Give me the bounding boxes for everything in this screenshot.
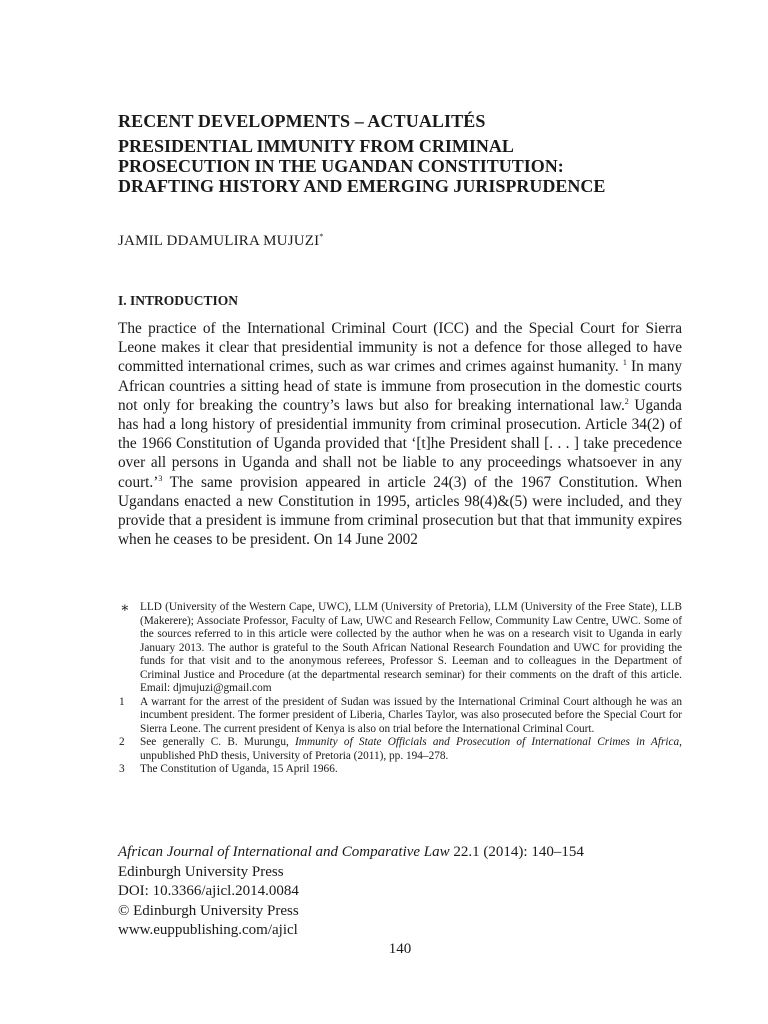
title-line: DRAFTING HISTORY AND EMERGING JURISPRUDENCE xyxy=(118,176,606,196)
footnote-text: The Constitution of Uganda, 15 April 1966. xyxy=(140,763,338,775)
journal-info xyxy=(118,843,682,941)
paragraph-text: The practice of the International Criminal Court (ICC) and the Special Court for Sierra Leone makes it clear that presidential immunity is not a defence for those alleged to have committed international crimes, such as war crimes and crimes against humanity. xyxy=(118,320,682,376)
footnote-text: A warrant for the arrest of the president of Sudan was issued by the International Criminal Court although he was an incumbent president. The former president of Liberia, Charles Taylor, was also prosecuted before the Special Court for Sierra Leone. The current president of Kenya is also on trial before the International Criminal Court. xyxy=(140,695,682,735)
footnote-1 xyxy=(118,696,682,737)
journal-citation xyxy=(118,843,682,863)
footnote-text-part: See generally C. B. Murungu, xyxy=(140,736,296,748)
title-line: PROSECUTION IN THE UGANDAN CONSTITUTION: xyxy=(118,156,564,176)
footnote-ref-2[interactable]: 2 xyxy=(624,396,629,406)
author-footnote-mark[interactable]: * xyxy=(319,232,324,241)
journal-title: African Journal of International and Comparative Law xyxy=(118,844,450,860)
author-line xyxy=(118,232,682,250)
footnote-3 xyxy=(118,763,682,777)
footnote-mark: ∗ xyxy=(120,601,130,616)
cited-work-title: Immunity of State Officials and Prosecution of International Crimes in Africa xyxy=(295,736,680,748)
paragraph-text: The same provision appeared in article 24(3) of the 1967 Constitution. When Ugandans enacted a new Constitution in 1995, articles 98(4)&(5) were included, and they provide that a president is immune from criminal prosecution but that that immunity expires when he ceases to be president. On 14 June 2002 xyxy=(118,473,682,549)
footnote-ref-3[interactable]: 3 xyxy=(158,473,163,483)
paragraph-text: In many African countries a sitting head of state is immune from prosecution in the domestic courts not only for breaking the country’s laws but also for breaking international law. xyxy=(118,358,682,414)
journal-copyright: © Edinburgh University Press xyxy=(118,902,299,919)
footnote-2 xyxy=(118,736,682,763)
page-number: 140 xyxy=(388,941,412,957)
footnote-text: LLD (University of the Western Cape, UWC), LLM (University of Pretoria), LLM (University of the Free State), LLB (Makerere); Associate Professor, Faculty of Law, UWC and Research Fellow, Community Law Centre, UWC. Some of the sources referred to in this article were collected by the author when he was on a research visit to Uganda in early January 2013. The author is grateful to the South African National Research Foundation and UWC for providing the funds for that visit and to the anonymous referees, Professor S. Leeman and to colleagues in the Department of Criminal Justice and Procedure (at the departmental research seminar) for their comments on the draft of this article. Email: djmujuzi@gmail.com xyxy=(140,601,682,694)
footnote-text-part: , unpublished PhD thesis, University of Pretoria (2011), pp. 194–278. xyxy=(140,736,682,762)
journal-url[interactable]: www.euppublishing.com/ajicl xyxy=(118,922,298,938)
footnote-text xyxy=(140,736,682,763)
article-title xyxy=(118,136,682,196)
journal-volume: 22.1 (2014): 140–154 xyxy=(449,844,584,860)
footnote-mark: 3 xyxy=(119,763,125,775)
footnote-mark: 2 xyxy=(119,736,125,748)
section-heading: I. INTRODUCTION xyxy=(118,293,239,308)
section-label: RECENT DEVELOPMENTS – ACTUALITÉS xyxy=(118,111,486,131)
footnote-author xyxy=(118,601,682,696)
journal-doi[interactable]: DOI: 10.3366/ajicl.2014.0084 xyxy=(118,883,299,899)
footnote-mark: 1 xyxy=(119,695,125,708)
footnote-ref-1[interactable]: 1 xyxy=(622,358,627,368)
paragraph-text: Uganda has had a long history of presidential immunity from criminal prosecution. Article 34(2) of the 1966 Constitution of Uganda provided that ‘[t]he President shall [. . . ] take precedence over all persons in Uganda and shall not be liable to any proceedings whatsoever in any court.’ xyxy=(118,396,682,491)
title-line: PRESIDENTIAL IMMUNITY FROM CRIMINAL xyxy=(118,136,514,156)
body-paragraph xyxy=(118,319,682,549)
journal-publisher: Edinburgh University Press xyxy=(118,863,284,880)
footnotes xyxy=(118,601,682,777)
author-name: JAMIL DDAMULIRA MUJUZI xyxy=(118,233,320,249)
